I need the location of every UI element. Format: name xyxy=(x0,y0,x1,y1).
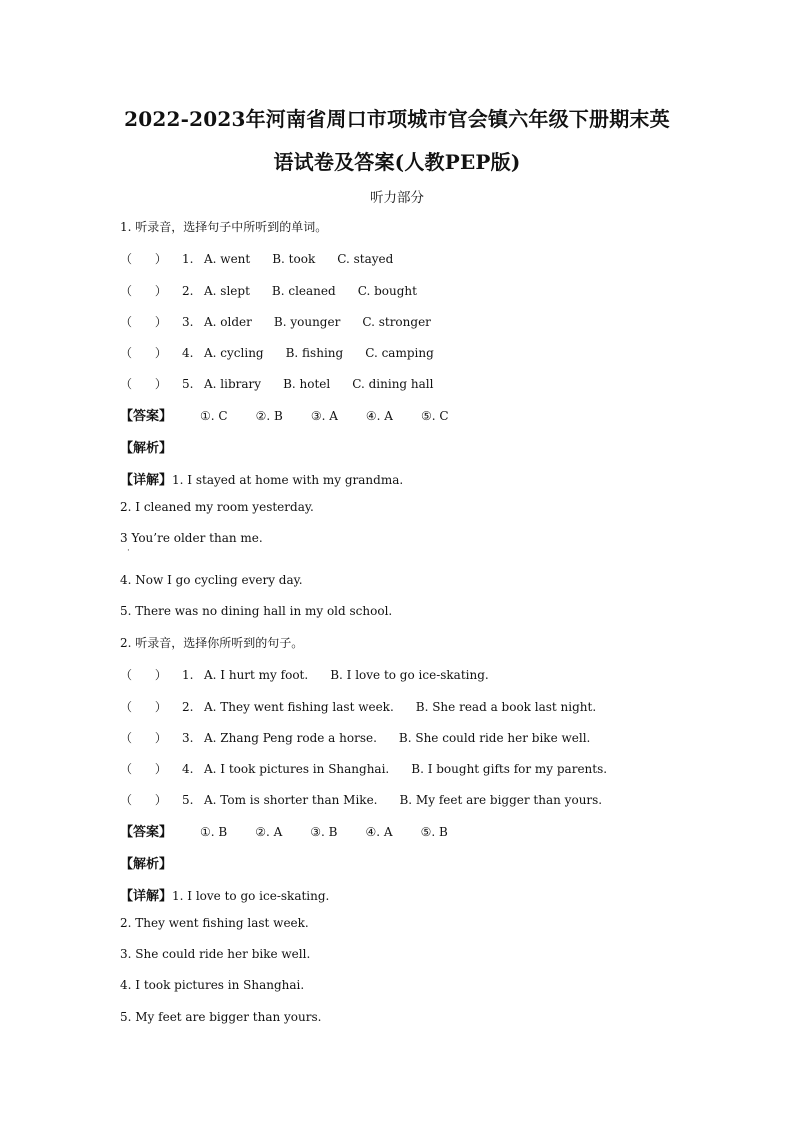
part2-detail-5: 5. My feet are bigger than yours. xyxy=(120,1010,322,1024)
stray-mark: · xyxy=(127,546,130,556)
part1-heading: 1. 听录音，选择句子中所听到的单词。 xyxy=(120,220,328,234)
part2-question-2: （ ） 2. A. They went fishing last week. B. She read a book last night. xyxy=(120,700,597,714)
part1-analysis-label: 【解析】 xyxy=(120,441,173,456)
part1-detail-4: 4. Now I go cycling every day. xyxy=(120,573,303,587)
part2-detail-2: 2. They went fishing last week. xyxy=(120,916,309,930)
part2-detail-4: 4. I took pictures in Shanghai. xyxy=(120,978,305,992)
section-title: 听力部分 xyxy=(370,190,424,206)
part1-answers: 【答案】 ①. C ②. B ③. A ④. A ⑤. C xyxy=(120,409,449,424)
part1-detail-1: 【详解】1. I stayed at home with my grandma. xyxy=(120,473,404,488)
part1-question-3: （ ） 3. A. older B. younger C. stronger xyxy=(120,315,431,329)
part1-detail-5: 5. There was no dining hall in my old school. xyxy=(120,604,393,618)
part1-detail-2: 2. I cleaned my room yesterday. xyxy=(120,500,314,514)
part2-detail-3: 3. She could ride her bike well. xyxy=(120,947,311,961)
part2-analysis-label: 【解析】 xyxy=(120,857,173,872)
part2-heading: 2. 听录音，选择你所听到的句子。 xyxy=(120,636,304,650)
part1-detail-3: 3 You’re older than me. xyxy=(120,531,263,545)
part2-question-5: （ ） 5. A. Tom is shorter than Mike. B. My feet are bigger than yours. xyxy=(120,793,603,807)
part2-answers: 【答案】 ①. B ②. A ③. B ④. A ⑤. B xyxy=(120,825,448,840)
document-title-line-1: 2022-2023年河南省周口市项城市官会镇六年级下册期末英 xyxy=(124,107,670,131)
part1-question-1: （ ） 1. A. went B. took C. stayed xyxy=(120,252,394,266)
part2-question-4: （ ） 4. A. I took pictures in Shanghai. B. I bought gifts for my parents. xyxy=(120,762,608,776)
part1-question-5: （ ） 5. A. library B. hotel C. dining hall xyxy=(120,377,434,391)
part2-question-3: （ ） 3. A. Zhang Peng rode a horse. B. She could ride her bike well. xyxy=(120,731,591,745)
part2-question-1: （ ） 1. A. I hurt my foot. B. I love to go ice-skating. xyxy=(120,668,489,682)
document-title-line-2: 语试卷及答案(人教PEP版) xyxy=(273,150,521,174)
part1-question-4: （ ） 4. A. cycling B. fishing C. camping xyxy=(120,346,434,360)
part2-detail-1: 【详解】1. I love to go ice-skating. xyxy=(120,889,330,904)
part1-question-2: （ ） 2. A. slept B. cleaned C. bought xyxy=(120,284,417,298)
